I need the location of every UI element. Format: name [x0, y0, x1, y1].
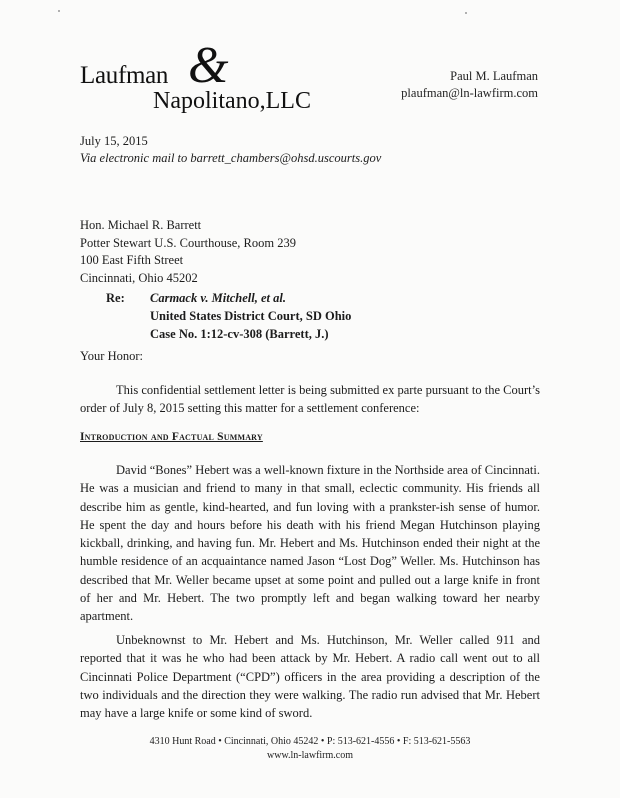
- sender-email: plaufman@ln-lawfirm.com: [401, 86, 538, 100]
- logo-firm-name-line1: Laufman: [80, 62, 169, 89]
- body-paragraph: Unbeknownst to Mr. Hebert and Ms. Hutchinson, Mr. Weller called 911 and reported that it was he who had been attack by Mr. Hebert. A radio call went out to all Cincinnati Police Department (“CPD”) officers in the area providing a description of the two individuals and the direction they were walking. The radio run advised that Mr. Hebert may have a large knife or some kind of sword.: [80, 633, 540, 721]
- re-case-number: Case No. 1:12-cv-308 (Barrett, J.): [150, 327, 329, 341]
- letter-footer: [0, 735, 620, 763]
- footer-address: 4310 Hunt Road • Cincinnati, Ohio 45242 • P: 513-621-4556 • F: 513-621-5563: [149, 736, 471, 747]
- scan-speck: [58, 10, 60, 12]
- sender-name: Paul M. Laufman: [450, 69, 538, 83]
- recipient-address: [80, 217, 296, 287]
- body-paragraph: David “Bones” Hebert was a well-known fixture in the Northside area of Cincinnati. He was a musician and friend to many in that small, eclectic community. His friends all describe him as gentle, kind-hearted, and fun loving with a prankster-ish sense of humor. He spent the day and hours before his death with his friend Megan Hutchinson playing kickball, drinking, and having fun. Mr. Hebert and Ms. Hutchinson ended their night at the humble residence of an acquaintance named Jason “Lost Dog” Weller. Ms. Hutchinson has described that Mr. Weller became upset at some point and pulled out a large knife in front of her and Mr. Hebert. The two promptly left and began walking toward her nearby apartment.: [80, 463, 540, 624]
- scan-speck: [465, 12, 467, 14]
- logo-firm-name-line2: Napolitano,LLC: [153, 88, 311, 114]
- re-label: Re:: [106, 291, 125, 305]
- delivery-note: Via electronic mail to barrett_chambers@ohsd.uscourts.gov: [80, 151, 382, 165]
- section-heading: Introduction and Factual Summary: [80, 431, 263, 443]
- recipient-line: 100 East Fifth Street: [80, 253, 184, 267]
- intro-paragraph: This confidential settlement letter is being submitted ex parte pursuant to the Court’s order of July 8, 2015 setting this matter for a settlement conference:: [80, 383, 540, 416]
- logo-ampersand: &: [188, 37, 229, 94]
- re-court: United States District Court, SD Ohio: [150, 309, 352, 323]
- re-case-name: Carmack v. Mitchell, et al.: [150, 291, 286, 305]
- recipient-line: Hon. Michael R. Barrett: [80, 218, 202, 232]
- firm-logo: [80, 37, 340, 114]
- sender-info: [401, 68, 538, 102]
- date-block: [80, 133, 381, 167]
- salutation: Your Honor:: [80, 349, 143, 363]
- footer-website: www.ln-lawfirm.com: [267, 750, 353, 761]
- recipient-line: Potter Stewart U.S. Courthouse, Room 239: [80, 235, 296, 250]
- recipient-line: Cincinnati, Ohio 45202: [80, 270, 198, 285]
- letter-date: July 15, 2015: [80, 134, 148, 148]
